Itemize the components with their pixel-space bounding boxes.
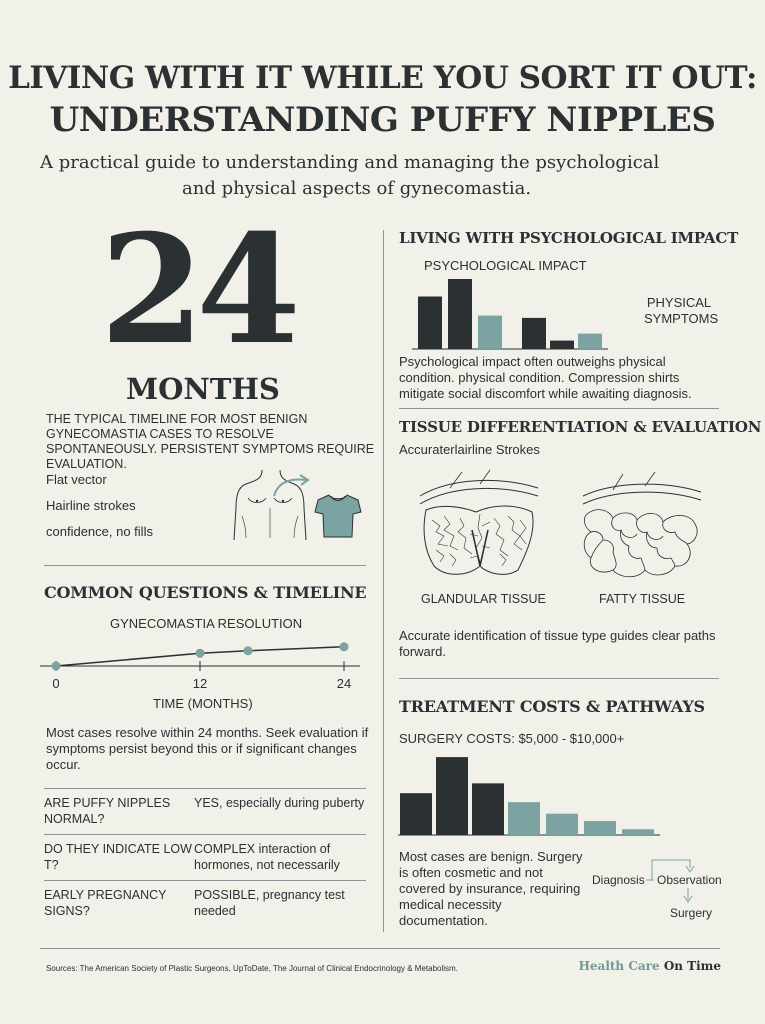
fatty-tissue-icon: [583, 470, 701, 582]
stat-unit: MONTHS: [126, 372, 280, 406]
faq-question: ARE PUFFY NIPPLES NORMAL?: [44, 796, 171, 826]
timeline-note: Most cases resolve within 24 months. Seek evaluation if symptoms persist beyond this or if significant changes occur.: [46, 725, 369, 772]
title-line-2: UNDERSTANDING PUFFY NIPPLES: [49, 100, 716, 140]
bar: [584, 821, 616, 835]
bar: [546, 814, 578, 835]
bar: [578, 334, 602, 349]
brand-part-2: On Time: [663, 959, 721, 973]
faq-answer: POSSIBLE, pregnancy test needed: [194, 888, 345, 918]
pathway-diagnosis: Diagnosis: [592, 873, 645, 887]
style-notes: [46, 472, 153, 550]
pathway-observation: Observation: [657, 873, 722, 887]
tshirt-icon: [314, 492, 362, 540]
bar: [418, 297, 442, 350]
timeline-heading: COMMON QUESTIONS & TIMELINE: [44, 583, 367, 602]
bar: [472, 783, 504, 835]
costs-heading: TREATMENT COSTS & PATHWAYS: [399, 697, 705, 716]
faq-table: [44, 788, 366, 926]
timeline-point: [340, 642, 349, 651]
faq-question: EARLY PREGNANCY SIGNS?: [44, 888, 167, 918]
psych-chart: [412, 278, 612, 352]
bar: [522, 318, 546, 349]
timeline-point: [196, 649, 205, 658]
faq-row: [44, 880, 366, 926]
right-section-rule-2: [399, 678, 719, 679]
bar: [448, 279, 472, 349]
costs-note: Most cases are benign. Surgery is often cosmetic and not covered by insurance, requiring medical necessity documentation.: [399, 849, 583, 928]
timeline-point: [52, 662, 61, 671]
bar: [478, 316, 502, 349]
timeline-tick-label: 24: [336, 676, 352, 691]
faq-answer: YES, especially during puberty: [194, 796, 365, 810]
tissue-heading: TISSUE DIFFERENTIATION & EVALUATION: [399, 418, 762, 436]
timeline-point: [244, 646, 253, 655]
footer-rule: [40, 948, 720, 949]
bar: [622, 829, 654, 835]
bar: [508, 802, 540, 835]
stat-note: THE TYPICAL TIMELINE FOR MOST BENIGN GYNECOMASTIA CASES TO RESOLVE SPONTANEOUSLY. PERSISTENT SYMPTOMS REQUIRE EVALUATION.: [46, 412, 375, 471]
column-divider: [383, 230, 384, 932]
timeline-xlabel: TIME (MONTHS): [153, 696, 253, 711]
sources: Sources: The American Society of Plastic Surgeons, UpToDate, The Journal of Clinical Endocrinology & Metabolism.: [46, 964, 458, 973]
subtitle-line-2: and physical aspects of gynecomastia.: [182, 178, 532, 199]
faq-question: DO THEY INDICATE LOW T?: [44, 842, 192, 872]
subtitle-line-1: A practical guide to understanding and managing the psychological: [40, 152, 660, 173]
timeline-tick-label: 0: [52, 676, 60, 691]
bar: [400, 793, 432, 835]
bar: [550, 341, 574, 349]
psych-side-label: PHYSICAL SYMPTOMS: [644, 295, 719, 326]
tissue-sub: Accuraterlairline Strokes: [399, 442, 540, 457]
timeline-chart-title: GYNECOMASTIA RESOLUTION: [110, 616, 303, 631]
fatty-label: FATTY TISSUE: [599, 592, 686, 606]
style-note: Flat vector: [46, 472, 107, 487]
right-section-rule: [399, 408, 719, 409]
style-note: Hairline strokes: [46, 498, 136, 513]
costs-chart: [398, 752, 660, 838]
timeline-chart: [40, 630, 370, 700]
style-note: confidence, no fills: [46, 524, 153, 539]
glandular-tissue-icon: [420, 470, 538, 582]
subtitle: [40, 150, 730, 202]
timeline-tick-label: 12: [192, 676, 208, 691]
left-section-rule: [44, 565, 366, 566]
brand-part-1: Health Care: [578, 959, 660, 973]
brand-logo: [579, 959, 721, 973]
arrow-icon: [272, 474, 312, 498]
costs-chart-title: SURGERY COSTS: $5,000 - $10,000+: [399, 731, 625, 746]
psych-chart-title: PSYCHOLOGICAL IMPACT: [424, 258, 587, 273]
pathway-surgery: Surgery: [670, 906, 713, 920]
glandular-label: GLANDULAR TISSUE: [421, 592, 546, 606]
faq-row: [44, 834, 366, 880]
psych-heading: LIVING WITH PSYCHOLOGICAL IMPACT: [399, 229, 739, 247]
stat-number: 24: [100, 202, 293, 378]
title-line-1: LIVING WITH IT WHILE YOU SORT IT OUT:: [8, 60, 757, 96]
bar: [436, 757, 468, 835]
faq-answer: COMPLEX interaction of hormones, not necessarily: [194, 842, 340, 872]
tissue-note: Accurate identification of tissue type guides clear paths forward.: [399, 628, 716, 659]
faq-row: [44, 788, 366, 834]
psych-note: Psychological impact often outweighs physical condition. physical condition. Compression shirts mitigate social discomfort while awaiting diagnosis.: [399, 354, 692, 401]
